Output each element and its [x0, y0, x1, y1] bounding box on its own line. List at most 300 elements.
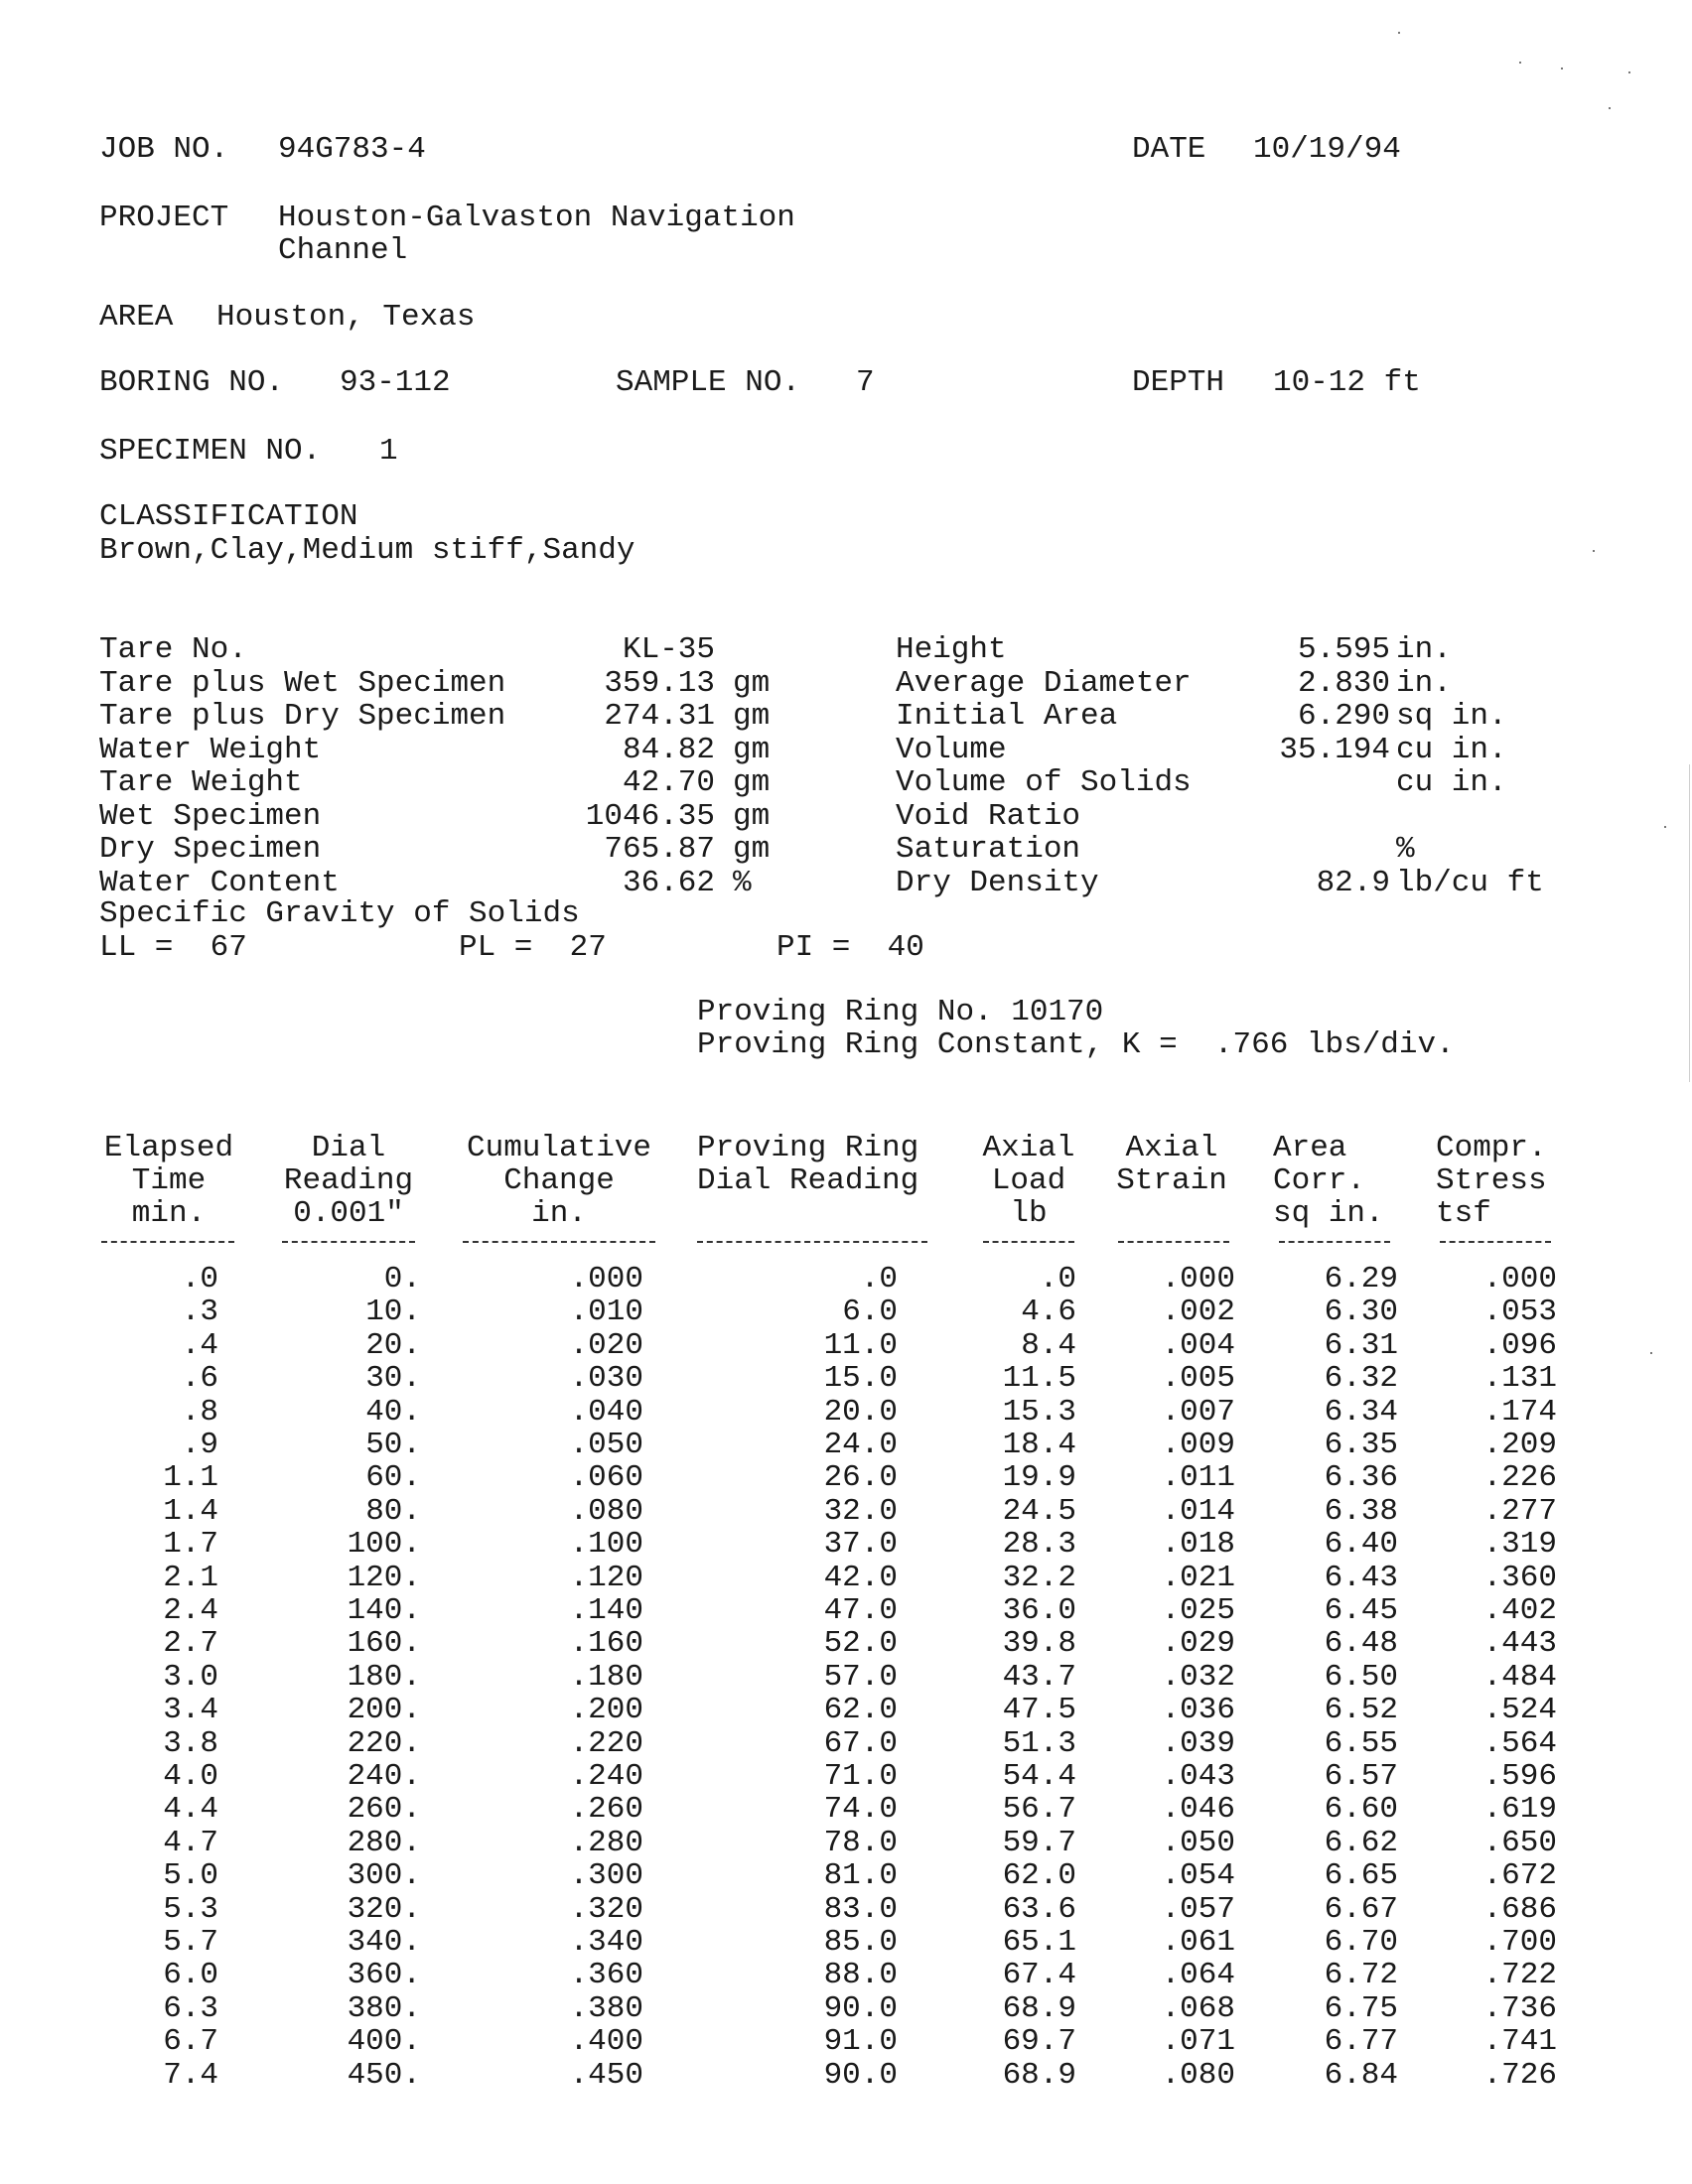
area-value: Houston, Texas [216, 300, 476, 335]
project-label: PROJECT [99, 201, 229, 235]
table-cell: .009 [1161, 1428, 1235, 1462]
table-cell: 1.4 [163, 1493, 218, 1529]
property-value: 6.290 [1297, 699, 1390, 734]
column-header: Elapsed [103, 1131, 234, 1165]
table-row [0, 1562, 1692, 1594]
table-cell: 18.4 [1002, 1428, 1076, 1462]
table-cell: 300. [347, 1858, 421, 1894]
column-header: Time [131, 1163, 207, 1198]
property-label: Dry Specimen [99, 832, 322, 867]
column-header: Dial Reading [697, 1163, 919, 1198]
column-header: in. [531, 1196, 587, 1231]
table-row [0, 1627, 1692, 1660]
table-cell: 91.0 [823, 2024, 898, 2060]
table-cell: 8.4 [1021, 1327, 1076, 1363]
table-cell: .000 [1482, 1262, 1557, 1297]
table-cell: 6.3 [163, 1990, 218, 2026]
table-cell: 11.0 [823, 1327, 898, 1363]
property-label: Volume of Solids [896, 765, 1192, 800]
column-header: Load [991, 1163, 1066, 1198]
table-cell: .096 [1482, 1327, 1557, 1363]
table-cell: 11.5 [1002, 1361, 1076, 1397]
table-cell: .039 [1161, 1725, 1235, 1761]
depth-value: 10-12 ft [1273, 365, 1421, 400]
property-label: Tare plus Dry Specimen [99, 699, 506, 734]
table-cell: .300 [569, 1858, 643, 1894]
table-cell: 6.34 [1324, 1394, 1398, 1430]
table-cell: 28.3 [1002, 1527, 1076, 1563]
table-cell: .226 [1482, 1460, 1557, 1496]
table-cell: .0 [860, 1262, 898, 1297]
table-row [0, 1926, 1692, 1959]
property-value: 5.595 [1297, 632, 1390, 667]
property-value: 82.9 [1316, 865, 1390, 900]
table-cell: .064 [1161, 1958, 1235, 1993]
table-row [0, 2025, 1692, 2058]
table-cell: 71.0 [823, 1759, 898, 1794]
proving-ring-number: Proving Ring No. 10170 [697, 995, 1104, 1029]
specimen-no-label: SPECIMEN NO. [99, 434, 322, 469]
table-cell: 32.2 [1002, 1560, 1076, 1595]
table-cell: 6.40 [1324, 1527, 1398, 1563]
scan-speck [1593, 550, 1595, 552]
table-cell: 83.0 [823, 1891, 898, 1927]
property-label: Tare plus Wet Specimen [99, 665, 506, 701]
divider [463, 1241, 655, 1245]
table-cell: .014 [1161, 1493, 1235, 1529]
table-cell: .100 [569, 1527, 643, 1563]
table-cell: 6.62 [1324, 1825, 1398, 1860]
table-cell: 62.0 [823, 1693, 898, 1728]
table-cell: 30. [365, 1361, 421, 1397]
table-cell: 2.7 [163, 1626, 218, 1662]
property-label: Water Content [99, 865, 340, 900]
table-cell: 60. [365, 1460, 421, 1496]
divider [1440, 1241, 1551, 1245]
table-cell: 39.8 [1002, 1626, 1076, 1662]
scan-speck [1561, 68, 1563, 69]
table-cell: .360 [1482, 1560, 1557, 1595]
table-cell: 6.65 [1324, 1858, 1398, 1894]
table-cell: 160. [347, 1626, 421, 1662]
table-cell: 56.7 [1002, 1792, 1076, 1828]
table-cell: .020 [569, 1327, 643, 1363]
table-cell: 6.35 [1324, 1428, 1398, 1462]
table-cell: .180 [569, 1659, 643, 1695]
table-cell: 67.4 [1002, 1958, 1076, 1993]
scan-speck [1628, 71, 1630, 73]
table-cell: 100. [347, 1527, 421, 1563]
table-cell: .596 [1482, 1759, 1557, 1794]
table-cell: 52.0 [823, 1626, 898, 1662]
table-cell: 80. [365, 1493, 421, 1529]
table-cell: 340. [347, 1925, 421, 1960]
table-cell: .741 [1482, 2024, 1557, 2060]
table-cell: 24.5 [1002, 1493, 1076, 1529]
table-cell: .277 [1482, 1493, 1557, 1529]
divider [1279, 1241, 1390, 1245]
table-cell: 5.3 [163, 1891, 218, 1927]
table-cell: 54.4 [1002, 1759, 1076, 1794]
boring-no-label: BORING NO. [99, 365, 285, 400]
table-cell: 6.67 [1324, 1891, 1398, 1927]
proving-ring-constant: Proving Ring Constant, K = .766 lbs/div. [697, 1027, 1455, 1062]
column-header: Strain [1116, 1163, 1227, 1198]
column-header: Dial [311, 1131, 386, 1165]
table-cell: 74.0 [823, 1792, 898, 1828]
table-cell: .700 [1482, 1925, 1557, 1960]
property-label: Tare No. [99, 632, 247, 667]
property-value: 765.87 [604, 832, 715, 867]
table-cell: .8 [181, 1394, 218, 1430]
table-row [0, 1329, 1692, 1362]
column-header: lb [1010, 1196, 1048, 1231]
table-cell: 40. [365, 1394, 421, 1430]
property-unit: in. [1396, 665, 1452, 701]
table-cell: 68.9 [1002, 1990, 1076, 2026]
table-row [0, 1495, 1692, 1528]
table-cell: 68.9 [1002, 2057, 1076, 2093]
divider [101, 1241, 234, 1245]
liquid-limit: LL = 67 [99, 930, 247, 965]
table-cell: 20. [365, 1327, 421, 1363]
column-header: Cumulative [466, 1131, 652, 1165]
table-cell: 65.1 [1002, 1925, 1076, 1960]
column-header: tsf [1436, 1196, 1491, 1231]
table-cell: .018 [1161, 1527, 1235, 1563]
column-header: 0.001" [293, 1196, 404, 1231]
table-row [0, 1959, 1692, 1991]
table-cell: .672 [1482, 1858, 1557, 1894]
property-unit: lb/cu ft [1396, 865, 1544, 900]
table-cell: .050 [1161, 1825, 1235, 1860]
scan-speck [1519, 62, 1521, 64]
table-cell: .030 [569, 1361, 643, 1397]
project-value-line1: Houston-Galvaston Navigation [278, 201, 795, 235]
divider [983, 1241, 1074, 1245]
table-cell: .011 [1161, 1460, 1235, 1496]
property-unit: gm [733, 665, 771, 701]
table-cell: 6.57 [1324, 1759, 1398, 1794]
table-cell: .380 [569, 1990, 643, 2026]
table-cell: 4.4 [163, 1792, 218, 1828]
table-cell: 42.0 [823, 1560, 898, 1595]
table-row [0, 1528, 1692, 1561]
classification-value: Brown,Clay,Medium stiff,Sandy [99, 533, 635, 568]
table-cell: .686 [1482, 1891, 1557, 1927]
table-row [0, 1263, 1692, 1296]
property-label: Saturation [896, 832, 1081, 867]
table-cell: .046 [1161, 1792, 1235, 1828]
table-cell: .160 [569, 1626, 643, 1662]
table-row [0, 2059, 1692, 2092]
table-cell: 120. [347, 1560, 421, 1595]
table-cell: .220 [569, 1725, 643, 1761]
table-cell: 6.30 [1324, 1295, 1398, 1330]
table-cell: .9 [181, 1428, 218, 1462]
table-cell: .0 [181, 1262, 218, 1297]
table-cell: 2.1 [163, 1560, 218, 1595]
classification-label: CLASSIFICATION [99, 499, 358, 534]
table-cell: .0 [1039, 1262, 1076, 1297]
table-cell: 320. [347, 1891, 421, 1927]
table-cell: .400 [569, 2024, 643, 2060]
table-cell: 6.75 [1324, 1990, 1398, 2026]
divider [697, 1241, 927, 1245]
area-label: AREA [99, 300, 174, 335]
table-cell: .3 [181, 1295, 218, 1330]
scan-speck [1650, 1352, 1652, 1354]
table-cell: .021 [1161, 1560, 1235, 1595]
table-cell: .054 [1161, 1858, 1235, 1894]
table-cell: .068 [1161, 1990, 1235, 2026]
table-cell: 6.45 [1324, 1593, 1398, 1628]
sample-no-value: 7 [856, 365, 875, 400]
table-row [0, 1727, 1692, 1760]
scan-speck [1398, 32, 1400, 34]
table-cell: 6.55 [1324, 1725, 1398, 1761]
table-cell: .6 [181, 1361, 218, 1397]
table-cell: 47.5 [1002, 1693, 1076, 1728]
table-cell: 5.7 [163, 1925, 218, 1960]
table-cell: .140 [569, 1593, 643, 1628]
table-cell: .340 [569, 1925, 643, 1960]
table-cell: 380. [347, 1990, 421, 2026]
table-cell: 450. [347, 2057, 421, 2093]
table-cell: 0. [383, 1262, 421, 1297]
property-label: Average Diameter [896, 665, 1192, 701]
table-cell: .319 [1482, 1527, 1557, 1563]
property-label: Dry Density [896, 865, 1099, 900]
table-cell: 6.60 [1324, 1792, 1398, 1828]
table-cell: 63.6 [1002, 1891, 1076, 1927]
property-unit: gm [733, 798, 771, 834]
table-cell: 6.29 [1324, 1262, 1398, 1297]
column-header: Axial [982, 1131, 1075, 1165]
table-cell: 6.32 [1324, 1361, 1398, 1397]
column-header: Area [1273, 1131, 1347, 1165]
table-cell: 6.36 [1324, 1460, 1398, 1496]
table-cell: .260 [569, 1792, 643, 1828]
property-value: KL-35 [622, 632, 715, 667]
project-value-line2: Channel [278, 233, 408, 268]
table-row [0, 1429, 1692, 1461]
property-label: Wet Specimen [99, 798, 322, 834]
table-cell: 260. [347, 1792, 421, 1828]
table-cell: .174 [1482, 1394, 1557, 1430]
property-unit: % [733, 865, 752, 900]
table-cell: .005 [1161, 1361, 1235, 1397]
property-value: 42.70 [622, 765, 715, 800]
table-cell: .402 [1482, 1593, 1557, 1628]
table-cell: 62.0 [1002, 1858, 1076, 1894]
column-header: sq in. [1273, 1196, 1384, 1231]
table-row [0, 1859, 1692, 1892]
table-cell: .043 [1161, 1759, 1235, 1794]
table-cell: .004 [1161, 1327, 1235, 1363]
table-cell: 67.0 [823, 1725, 898, 1761]
table-cell: 24.0 [823, 1428, 898, 1462]
column-header: Change [503, 1163, 615, 1198]
property-unit: cu in. [1396, 732, 1507, 767]
table-row [0, 1992, 1692, 2025]
table-cell: .320 [569, 1891, 643, 1927]
table-cell: 15.0 [823, 1361, 898, 1397]
property-value: 84.82 [622, 732, 715, 767]
table-cell: 6.48 [1324, 1626, 1398, 1662]
column-header: Corr. [1273, 1163, 1366, 1198]
table-cell: .050 [569, 1428, 643, 1462]
column-header: Compr. [1436, 1131, 1547, 1165]
table-row [0, 1827, 1692, 1859]
column-header: Stress [1436, 1163, 1547, 1198]
table-cell: 19.9 [1002, 1460, 1076, 1496]
table-cell: 6.0 [842, 1295, 898, 1330]
table-cell: 51.3 [1002, 1725, 1076, 1761]
property-label: Void Ratio [896, 798, 1081, 834]
table-cell: .000 [1161, 1262, 1235, 1297]
table-cell: .071 [1161, 2024, 1235, 2060]
table-cell: .000 [569, 1262, 643, 1297]
property-value: 2.830 [1297, 665, 1390, 701]
property-unit: sq in. [1396, 699, 1507, 734]
property-value: 274.31 [604, 699, 715, 734]
table-cell: 26.0 [823, 1460, 898, 1496]
table-cell: .209 [1482, 1428, 1557, 1462]
table-cell: .524 [1482, 1693, 1557, 1728]
table-cell: .032 [1161, 1659, 1235, 1695]
property-value: 35.194 [1279, 732, 1390, 767]
table-cell: .484 [1482, 1659, 1557, 1695]
property-label: Initial Area [896, 699, 1118, 734]
depth-label: DEPTH [1132, 365, 1225, 400]
table-cell: .036 [1161, 1693, 1235, 1728]
specimen-no-value: 1 [379, 434, 398, 469]
boring-no-value: 93-112 [340, 365, 451, 400]
scan-speck [1609, 107, 1611, 109]
table-cell: .080 [569, 1493, 643, 1529]
table-cell: 220. [347, 1725, 421, 1761]
property-label: Volume [896, 732, 1007, 767]
table-cell: 4.0 [163, 1759, 218, 1794]
property-value: 36.62 [622, 865, 715, 900]
property-unit: % [1396, 832, 1415, 867]
table-cell: .002 [1161, 1295, 1235, 1330]
table-cell: .736 [1482, 1990, 1557, 2026]
table-cell: 85.0 [823, 1925, 898, 1960]
table-cell: 69.7 [1002, 2024, 1076, 2060]
divider [1118, 1241, 1229, 1245]
property-label: Water Weight [99, 732, 322, 767]
table-cell: 59.7 [1002, 1825, 1076, 1860]
table-cell: 32.0 [823, 1493, 898, 1529]
table-cell: .726 [1482, 2057, 1557, 2093]
table-cell: 240. [347, 1759, 421, 1794]
table-cell: 88.0 [823, 1958, 898, 1993]
table-cell: 6.38 [1324, 1493, 1398, 1529]
table-row [0, 1296, 1692, 1328]
table-cell: 47.0 [823, 1593, 898, 1628]
property-value: 359.13 [604, 665, 715, 701]
table-cell: 57.0 [823, 1659, 898, 1695]
table-cell: 6.50 [1324, 1659, 1398, 1695]
table-row [0, 1760, 1692, 1793]
table-cell: .053 [1482, 1295, 1557, 1330]
property-unit: gm [733, 732, 771, 767]
table-cell: .025 [1161, 1593, 1235, 1628]
job-no-label: JOB NO. [99, 132, 229, 167]
table-cell: 81.0 [823, 1858, 898, 1894]
table-row [0, 1461, 1692, 1494]
property-unit: in. [1396, 632, 1452, 667]
scan-speck [1664, 826, 1666, 828]
table-cell: 15.3 [1002, 1394, 1076, 1430]
property-label: Tare Weight [99, 765, 303, 800]
table-cell: .010 [569, 1295, 643, 1330]
table-cell: .040 [569, 1394, 643, 1430]
divider [282, 1241, 415, 1245]
sample-no-label: SAMPLE NO. [616, 365, 801, 400]
table-cell: 5.0 [163, 1858, 218, 1894]
table-cell: 3.8 [163, 1725, 218, 1761]
table-row [0, 1661, 1692, 1694]
table-cell: 78.0 [823, 1825, 898, 1860]
table-cell: 20.0 [823, 1394, 898, 1430]
property-unit: gm [733, 765, 771, 800]
table-cell: 36.0 [1002, 1593, 1076, 1628]
table-cell: .061 [1161, 1925, 1235, 1960]
table-cell: .131 [1482, 1361, 1557, 1397]
table-cell: .280 [569, 1825, 643, 1860]
table-cell: 6.52 [1324, 1693, 1398, 1728]
table-cell: 43.7 [1002, 1659, 1076, 1695]
table-cell: 90.0 [823, 2057, 898, 2093]
table-row [0, 1594, 1692, 1627]
table-cell: 200. [347, 1693, 421, 1728]
table-cell: .080 [1161, 2057, 1235, 2093]
table-cell: .060 [569, 1460, 643, 1496]
property-unit: cu in. [1396, 765, 1507, 800]
table-cell: 140. [347, 1593, 421, 1628]
table-cell: 6.7 [163, 2024, 218, 2060]
plasticity-index: PI = 40 [776, 930, 924, 965]
table-cell: .360 [569, 1958, 643, 1993]
table-cell: 1.7 [163, 1527, 218, 1563]
table-cell: .564 [1482, 1725, 1557, 1761]
column-header: Axial [1125, 1131, 1218, 1165]
table-cell: .240 [569, 1759, 643, 1794]
property-label: Height [896, 632, 1007, 667]
table-cell: 4.6 [1021, 1295, 1076, 1330]
table-cell: 37.0 [823, 1527, 898, 1563]
scan-edge [1689, 764, 1690, 1082]
table-cell: 6.84 [1324, 2057, 1398, 2093]
table-cell: .200 [569, 1693, 643, 1728]
table-row [0, 1396, 1692, 1429]
table-cell: 6.72 [1324, 1958, 1398, 1993]
table-cell: 400. [347, 2024, 421, 2060]
column-header: Reading [283, 1163, 414, 1198]
table-cell: .650 [1482, 1825, 1557, 1860]
table-cell: 6.77 [1324, 2024, 1398, 2060]
property-value: 1046.35 [585, 798, 715, 834]
table-cell: .057 [1161, 1891, 1235, 1927]
property-unit: gm [733, 699, 771, 734]
table-row [0, 1793, 1692, 1826]
table-cell: 360. [347, 1958, 421, 1993]
table-cell: 280. [347, 1825, 421, 1860]
table-cell: .722 [1482, 1958, 1557, 1993]
